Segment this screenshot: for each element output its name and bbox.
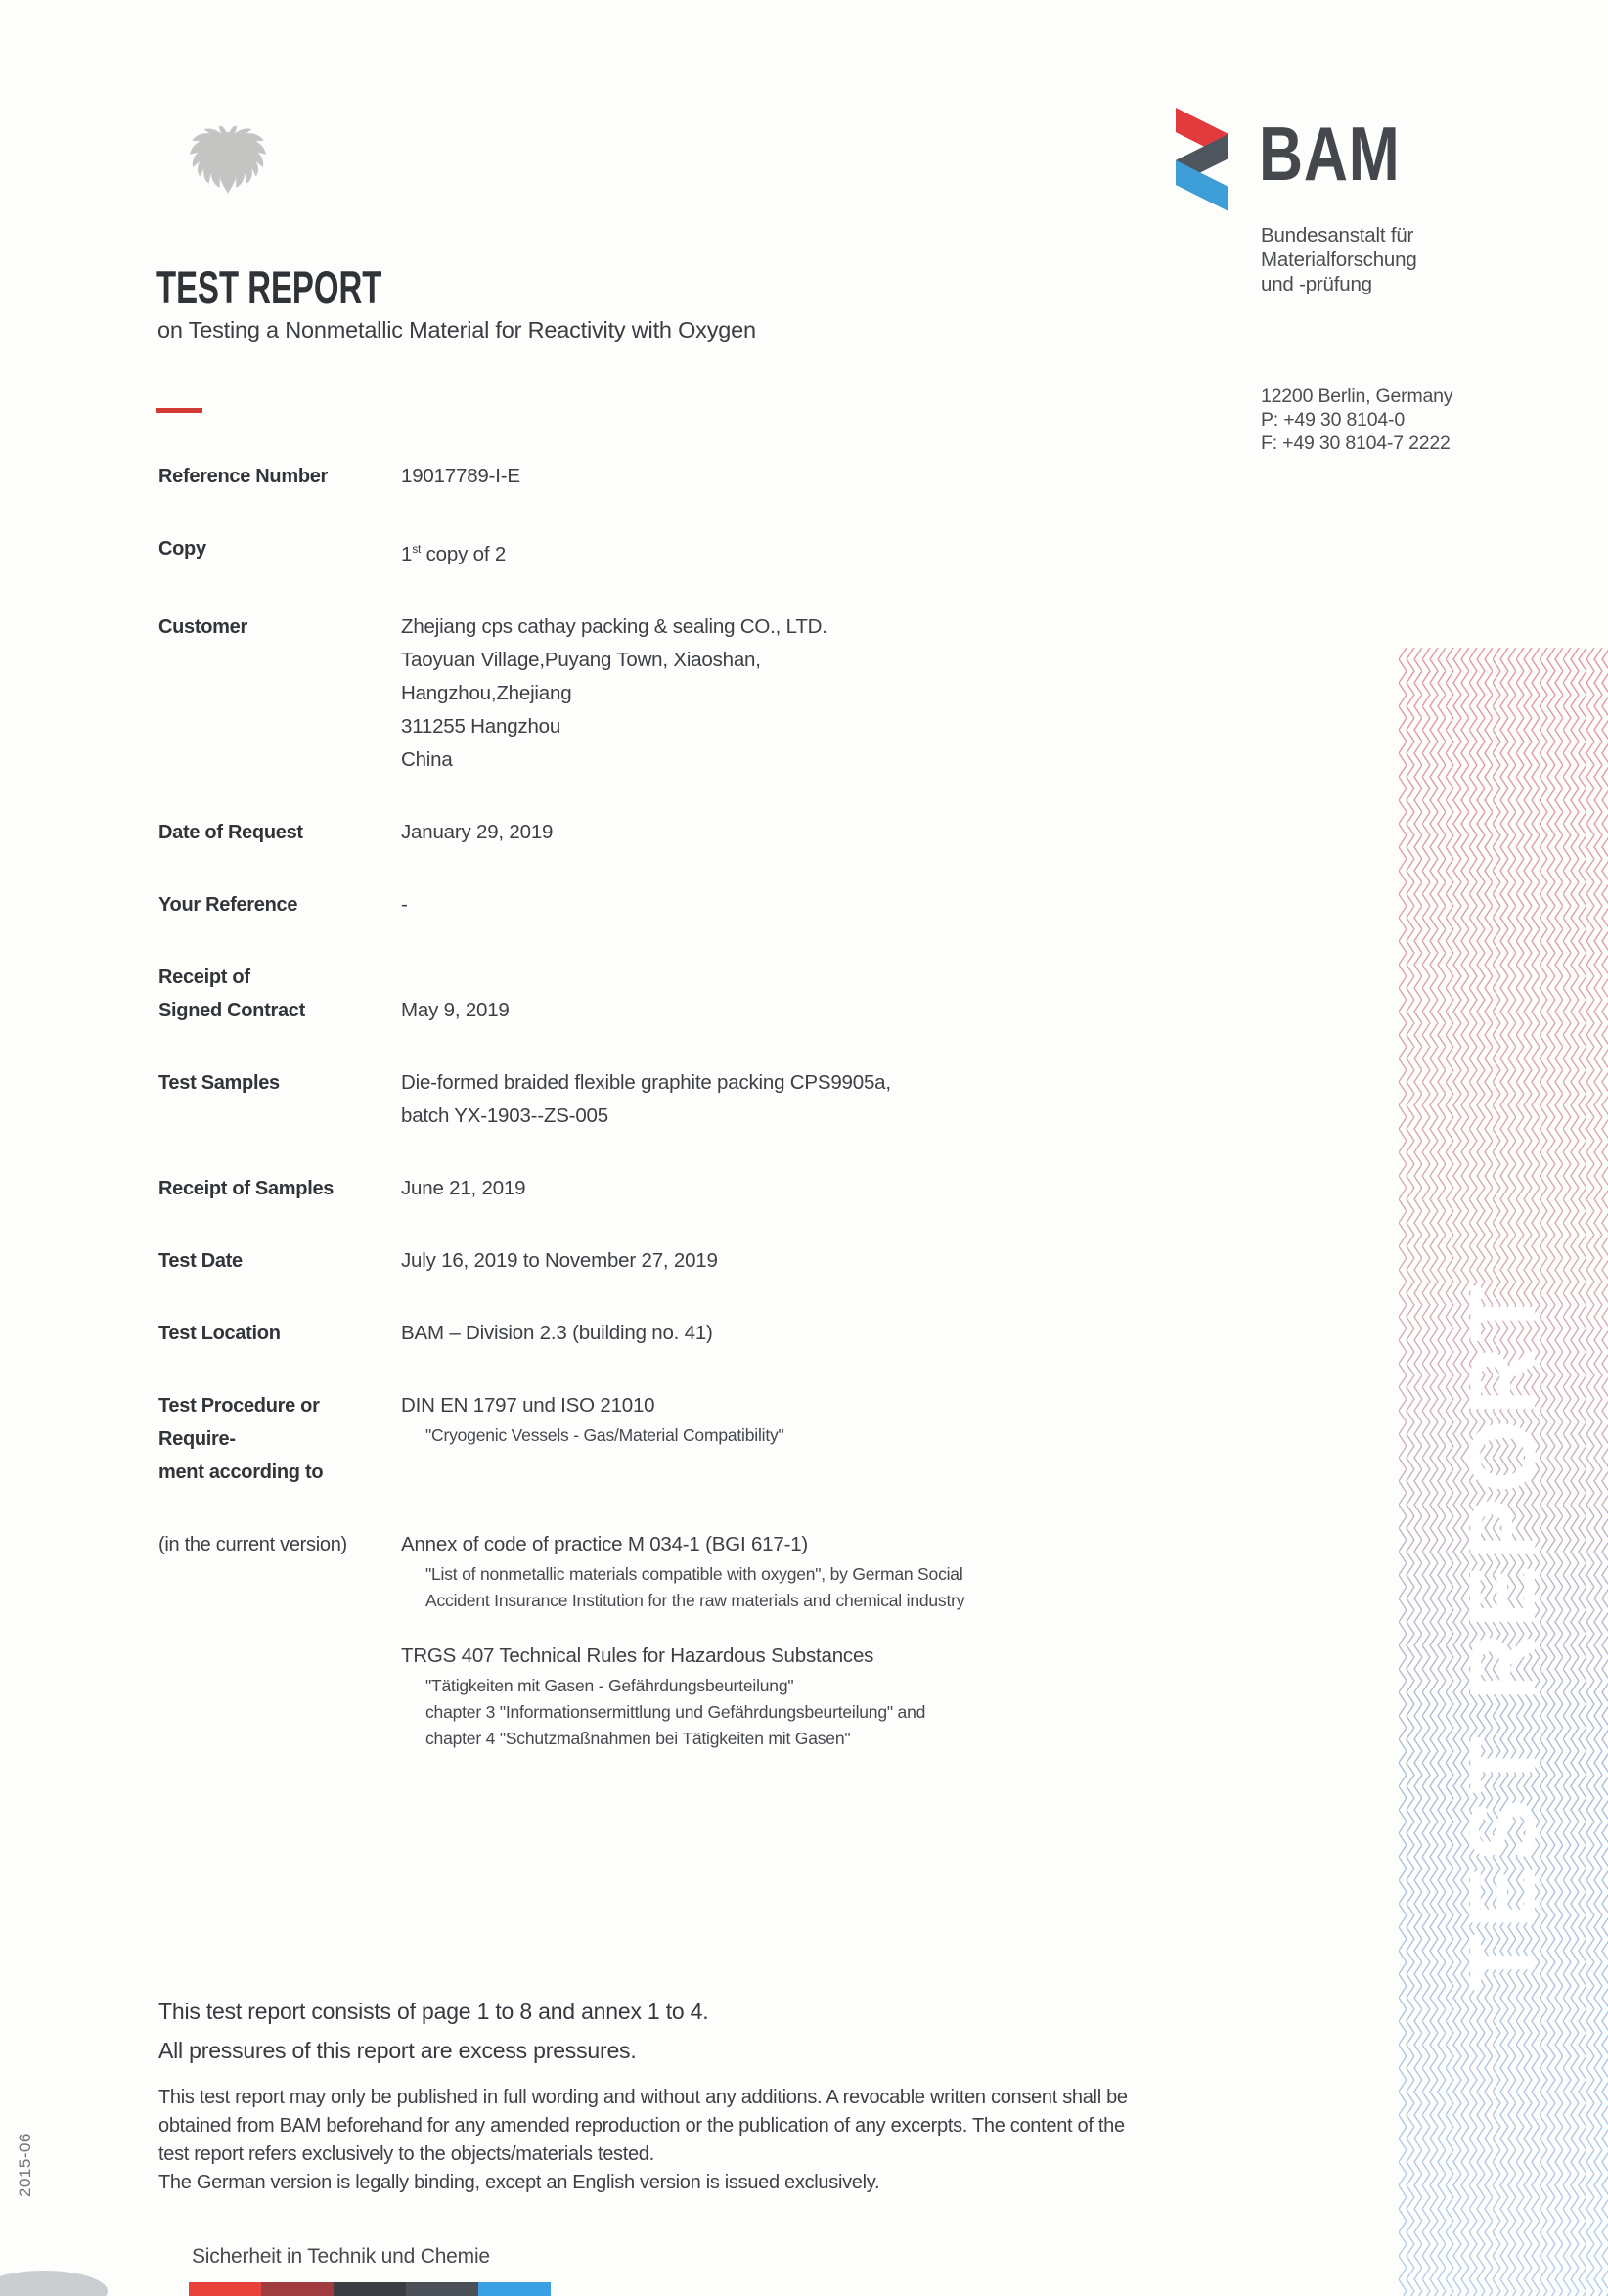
field-value-block [401,1640,964,1752]
field-row [158,1317,1283,1350]
fax-line: F: +49 30 8104-7 2222 [1261,432,1451,454]
field-label-line: Copy [158,538,206,560]
field-value-block [401,888,408,922]
field-value-line: 1st copy of 2 [401,542,507,565]
field-value-line: - [401,892,408,916]
report-scope-note [158,1992,708,2070]
field-label [158,1172,401,1205]
field-value-subline: chapter 3 "Informationsermittlung und Gefährdungsbeurteilung" and [425,1701,926,1722]
field-value [401,1528,964,1752]
field-value-block [401,460,520,493]
report-fields [158,460,1283,1791]
field-value [401,532,506,571]
report-scope-line: This test report consists of page 1 to 8 and annex 1 to 4. [158,1999,709,2024]
field-value-line: June 21, 2019 [401,1176,526,1199]
field-value-block [401,610,827,777]
field-value-block [401,1317,713,1350]
field-value-line: China [401,747,453,771]
legal-fine-print [158,2084,1128,2197]
field-value-line: January 29, 2019 [401,820,554,843]
fine-print-line: This test report may only be published in full wording and without any additions. A revocable written consent shall be [158,2087,1128,2108]
field-label-line: Receipt of Samples [158,1177,335,1199]
field-label-line: Reference Number [158,466,329,487]
field-value-block [401,1389,784,1449]
field-label-line: ment according to [158,1461,324,1483]
field-label-line: Date of Request [158,821,303,843]
field-value-subline: "Tätigkeiten mit Gasen - Gefährdungsbeurteilung" [425,1675,794,1695]
field-value-subline: chapter 4 "Schutzmaßnahmen bei Tätigkeiten mit Gasen" [425,1728,851,1748]
field-row [158,816,1283,849]
field-value-line: Taoyuan Village,Puyang Town, Xiaoshan, [401,648,761,671]
footer-color-bar-segment [189,2282,261,2296]
field-value-subline: "Cryogenic Vessels - Gas/Material Compatibility" [425,1424,784,1445]
field-value [401,816,553,849]
field-label [158,532,401,571]
field-label [158,610,401,777]
field-value [401,1244,718,1278]
organization-name [1261,223,1417,296]
field-label [158,1244,401,1278]
field-value-line: BAM – Division 2.3 (building no. 41) [401,1321,713,1344]
field-value [401,1066,891,1133]
fine-print-line: test report refers exclusively to the objects/materials tested. [158,2143,654,2165]
field-value-subline: "List of nonmetallic materials compatible with oxygen", by German Social [425,1563,963,1584]
field-label [158,1317,401,1350]
test-report-watermark [1399,648,1608,2296]
field-label [158,816,401,849]
field-value-line: DIN EN 1797 und ISO 21010 [401,1393,655,1417]
accent-divider [156,408,202,413]
field-row [158,1066,1283,1133]
report-scope-line: All pressures of this report are excess pressures. [158,2038,637,2063]
footer-color-bar-segment [334,2282,406,2296]
field-value-line: Hangzhou,Zhejiang [401,681,572,704]
organization-name-line: Materialforschung [1261,248,1417,271]
field-value-block [401,816,553,849]
field-label [158,1528,401,1752]
ordinal-suffix: st [412,542,422,556]
field-label-line: Signed Contract [158,999,305,1021]
field-value-block [401,994,510,1027]
field-value [401,610,827,777]
phone-line: P: +49 30 8104-0 [1261,409,1405,430]
field-value [401,888,408,922]
field-label [158,888,401,922]
field-label [158,1389,401,1489]
field-value [401,460,520,493]
organization-name-line: Bundesanstalt für [1261,224,1414,247]
field-label [158,961,401,1027]
scan-artifact [0,2271,108,2296]
bam-slogan: Sicherheit in Technik und Chemie [192,2245,490,2268]
field-value [401,961,510,1027]
field-value-line: 19017789-I-E [401,465,520,487]
footer-color-bar [189,2282,551,2296]
field-value [401,1317,713,1350]
field-label [158,1066,401,1133]
field-value-line: July 16, 2019 to November 27, 2019 [401,1248,718,1272]
footer-color-bar-segment [406,2282,478,2296]
footer-color-bar-segment [261,2282,334,2296]
field-row [158,460,1283,493]
address-line: 12200 Berlin, Germany [1261,385,1453,407]
field-row [158,1244,1283,1278]
field-value-line: Die-formed braided flexible graphite packing CPS9905a, [401,1070,891,1094]
field-label-line: Test Location [158,1322,281,1344]
field-row [158,532,1283,571]
federal-eagle-icon [188,123,268,196]
field-label-line: Test Date [158,1249,243,1272]
field-row [158,1528,1283,1752]
contact-block [1261,384,1452,455]
field-value-line: 311255 Hangzhou [401,714,561,738]
watermark-text: TEST REPORT [1451,1280,1555,1992]
field-value-line: batch YX-1903--ZS-005 [401,1103,608,1127]
field-label-line: Test Samples [158,1071,280,1094]
field-label [158,460,401,493]
field-row [158,1172,1283,1205]
field-value-subline: Accident Insurance Institution for the raw materials and chemical industry [425,1590,965,1610]
field-row [158,961,1283,1027]
field-value [401,1172,525,1205]
field-value-block [401,1244,718,1278]
field-value-line: Annex of code of practice M 034-1 (BGI 617-1) [401,1532,809,1555]
field-label-line: Receipt of [158,966,250,988]
field-value-block [401,1172,525,1205]
bam-wordmark: BAM [1259,111,1401,197]
field-label-line: Test Procedure or Require- [158,1394,320,1450]
bam-logo-mark-icon [1174,108,1228,211]
field-label-line: (in the current version) [158,1533,347,1555]
footer-color-bar-segment [478,2282,551,2296]
field-value-line: TRGS 407 Technical Rules for Hazardous Substances [401,1643,874,1667]
field-label-line: Customer [158,615,247,638]
field-row [158,888,1283,922]
field-value [401,1389,784,1489]
field-value-line: May 9, 2019 [401,998,510,1021]
fine-print-line: obtained from BAM beforehand for any amended reproduction or the publication of any excerpts. The content of the [158,2115,1125,2137]
page-subtitle: on Testing a Nonmetallic Material for Reactivity with Oxygen [157,317,756,342]
organization-name-line: und -prüfung [1261,273,1372,295]
page-title: TEST REPORT [156,261,382,313]
field-value-line: Zhejiang cps cathay packing & sealing CO., LTD. [401,614,827,638]
field-row [158,1389,1283,1489]
form-version-code: 2015-06 [16,2133,34,2197]
field-row [158,610,1283,777]
fine-print-line: The German version is legally binding, except an English version is issued exclusively. [158,2172,880,2193]
field-value-block [401,1528,964,1614]
field-label-line: Your Reference [158,893,298,916]
field-value-block [401,1066,891,1133]
field-value-block [401,532,506,571]
